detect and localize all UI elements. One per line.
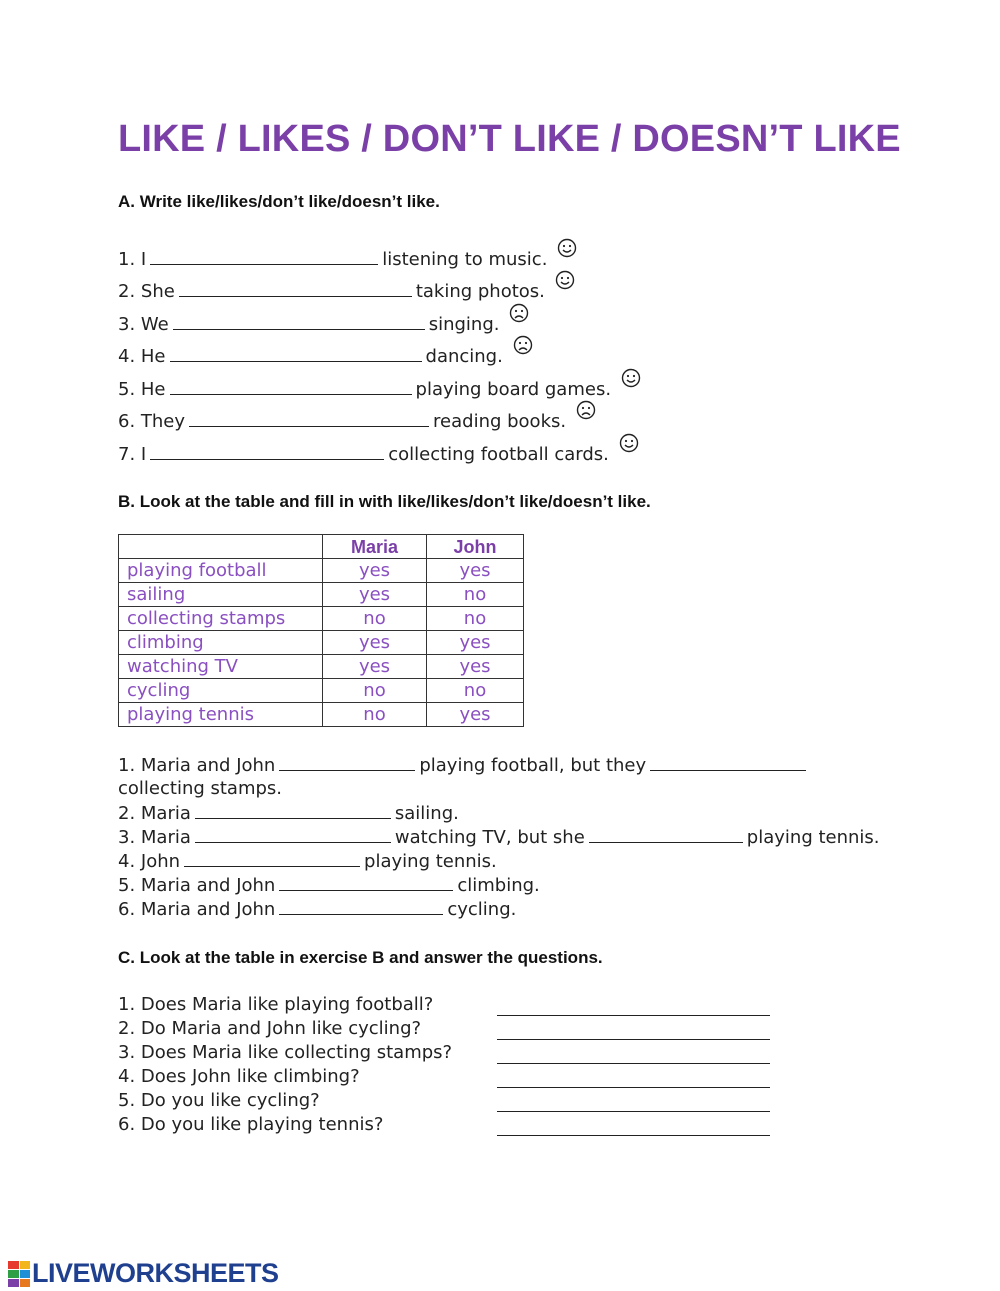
table-cell-maria: yes bbox=[323, 559, 427, 583]
answer-line-2[interactable] bbox=[497, 1038, 770, 1040]
table-cell-activity: cycling bbox=[119, 679, 323, 703]
answer-blank[interactable] bbox=[195, 826, 391, 843]
table-header-maria: Maria bbox=[323, 535, 427, 559]
table-cell-maria: no bbox=[323, 607, 427, 631]
table-row bbox=[119, 655, 524, 679]
answer-line-5[interactable] bbox=[497, 1110, 770, 1112]
table-cell-activity: watching TV bbox=[119, 655, 323, 679]
section-c-question-5: 5. Do you like cycling? bbox=[118, 1090, 320, 1111]
answer-blank[interactable] bbox=[184, 850, 360, 867]
liveworksheets-logo-icon bbox=[8, 1261, 30, 1287]
answer-blank[interactable] bbox=[170, 378, 412, 395]
table-cell-maria: yes bbox=[323, 631, 427, 655]
answer-blank[interactable] bbox=[650, 754, 806, 771]
section-c-question-6: 6. Do you like playing tennis? bbox=[118, 1114, 384, 1135]
answer-blank[interactable] bbox=[279, 898, 443, 915]
table-cell-activity: playing football bbox=[119, 559, 323, 583]
footer-brand bbox=[8, 1258, 279, 1289]
table-row bbox=[119, 631, 524, 655]
section-b-sentence-1: 1. Maria and John playing football, but they bbox=[118, 754, 810, 776]
section-b-sentence-5: 5. Maria and John climbing. bbox=[118, 875, 540, 896]
table-cell-john: no bbox=[427, 583, 524, 607]
table-header-john: John bbox=[427, 535, 524, 559]
answer-line-1[interactable] bbox=[497, 1014, 770, 1016]
answer-line-4[interactable] bbox=[497, 1086, 770, 1088]
section-a-item-3: 3. We singing. bbox=[118, 311, 529, 335]
table-cell-john: yes bbox=[427, 655, 524, 679]
table-header-row bbox=[119, 535, 524, 559]
section-c-question-1: 1. Does Maria like playing football? bbox=[118, 994, 434, 1015]
sad-face-icon bbox=[509, 303, 529, 323]
section-a-item-5: 5. He playing board games. bbox=[118, 376, 641, 400]
table-cell-john: no bbox=[427, 679, 524, 703]
sad-face-icon bbox=[513, 335, 533, 355]
section-a-heading: A. Write like/likes/don’t like/doesn’t like. bbox=[118, 192, 440, 211]
table-row bbox=[119, 679, 524, 703]
page-title: LIKE / LIKES / DON’T LIKE / DOESN’T LIKE bbox=[118, 118, 901, 160]
section-a-item-7: 7. I collecting football cards. bbox=[118, 441, 639, 465]
table-cell-john: yes bbox=[427, 631, 524, 655]
section-c-question-3: 3. Does Maria like collecting stamps? bbox=[118, 1042, 453, 1063]
preferences-table bbox=[118, 534, 524, 727]
section-b-sentence-6: 6. Maria and John cycling. bbox=[118, 899, 517, 920]
table-header-cell bbox=[119, 535, 323, 559]
section-b-sentence-3: 3. Maria watching TV, but she playing tennis. bbox=[118, 827, 880, 848]
answer-line-6[interactable] bbox=[497, 1134, 770, 1136]
section-b-sentence-1-cont: collecting stamps. bbox=[118, 778, 283, 799]
table-cell-activity: sailing bbox=[119, 583, 323, 607]
table-cell-activity: climbing bbox=[119, 631, 323, 655]
answer-blank[interactable] bbox=[173, 313, 425, 330]
table-row bbox=[119, 607, 524, 631]
answer-blank[interactable] bbox=[150, 248, 378, 265]
answer-blank[interactable] bbox=[589, 826, 743, 843]
table-row bbox=[119, 703, 524, 727]
section-b-sentence-4: 4. John playing tennis. bbox=[118, 851, 497, 872]
section-a-item-1: 1. I listening to music. bbox=[118, 246, 577, 270]
brand-name: LIVEWORKSHEETS bbox=[32, 1258, 279, 1288]
table-row bbox=[119, 583, 524, 607]
table-cell-activity: playing tennis bbox=[119, 703, 323, 727]
section-a-item-2: 2. She taking photos. bbox=[118, 278, 575, 302]
smiley-face-icon bbox=[621, 368, 641, 388]
table-cell-john: yes bbox=[427, 559, 524, 583]
section-c-heading: C. Look at the table in exercise B and answer the questions. bbox=[118, 948, 603, 967]
answer-blank[interactable] bbox=[189, 410, 429, 427]
section-a-item-4: 4. He dancing. bbox=[118, 343, 533, 367]
table-cell-john: yes bbox=[427, 703, 524, 727]
section-a-item-6: 6. They reading books. bbox=[118, 408, 596, 432]
answer-blank[interactable] bbox=[279, 874, 453, 891]
smiley-face-icon bbox=[557, 238, 577, 258]
section-b-sentence-2: 2. Maria sailing. bbox=[118, 803, 459, 824]
section-b-heading: B. Look at the table and fill in with like/likes/don’t like/doesn’t like. bbox=[118, 492, 651, 511]
table-cell-maria: no bbox=[323, 679, 427, 703]
answer-blank[interactable] bbox=[195, 802, 391, 819]
answer-blank[interactable] bbox=[150, 443, 384, 460]
answer-blank[interactable] bbox=[279, 754, 415, 771]
section-c-question-4: 4. Does John like climbing? bbox=[118, 1066, 360, 1087]
table-cell-activity: collecting stamps bbox=[119, 607, 323, 631]
smiley-face-icon bbox=[555, 270, 575, 290]
table-cell-maria: no bbox=[323, 703, 427, 727]
table-cell-john: no bbox=[427, 607, 524, 631]
section-c-question-2: 2. Do Maria and John like cycling? bbox=[118, 1018, 422, 1039]
answer-line-3[interactable] bbox=[497, 1062, 770, 1064]
answer-blank[interactable] bbox=[179, 280, 412, 297]
answer-blank[interactable] bbox=[170, 345, 422, 362]
smiley-face-icon bbox=[619, 433, 639, 453]
table-cell-maria: yes bbox=[323, 583, 427, 607]
sad-face-icon bbox=[576, 400, 596, 420]
table-cell-maria: yes bbox=[323, 655, 427, 679]
table-row bbox=[119, 559, 524, 583]
